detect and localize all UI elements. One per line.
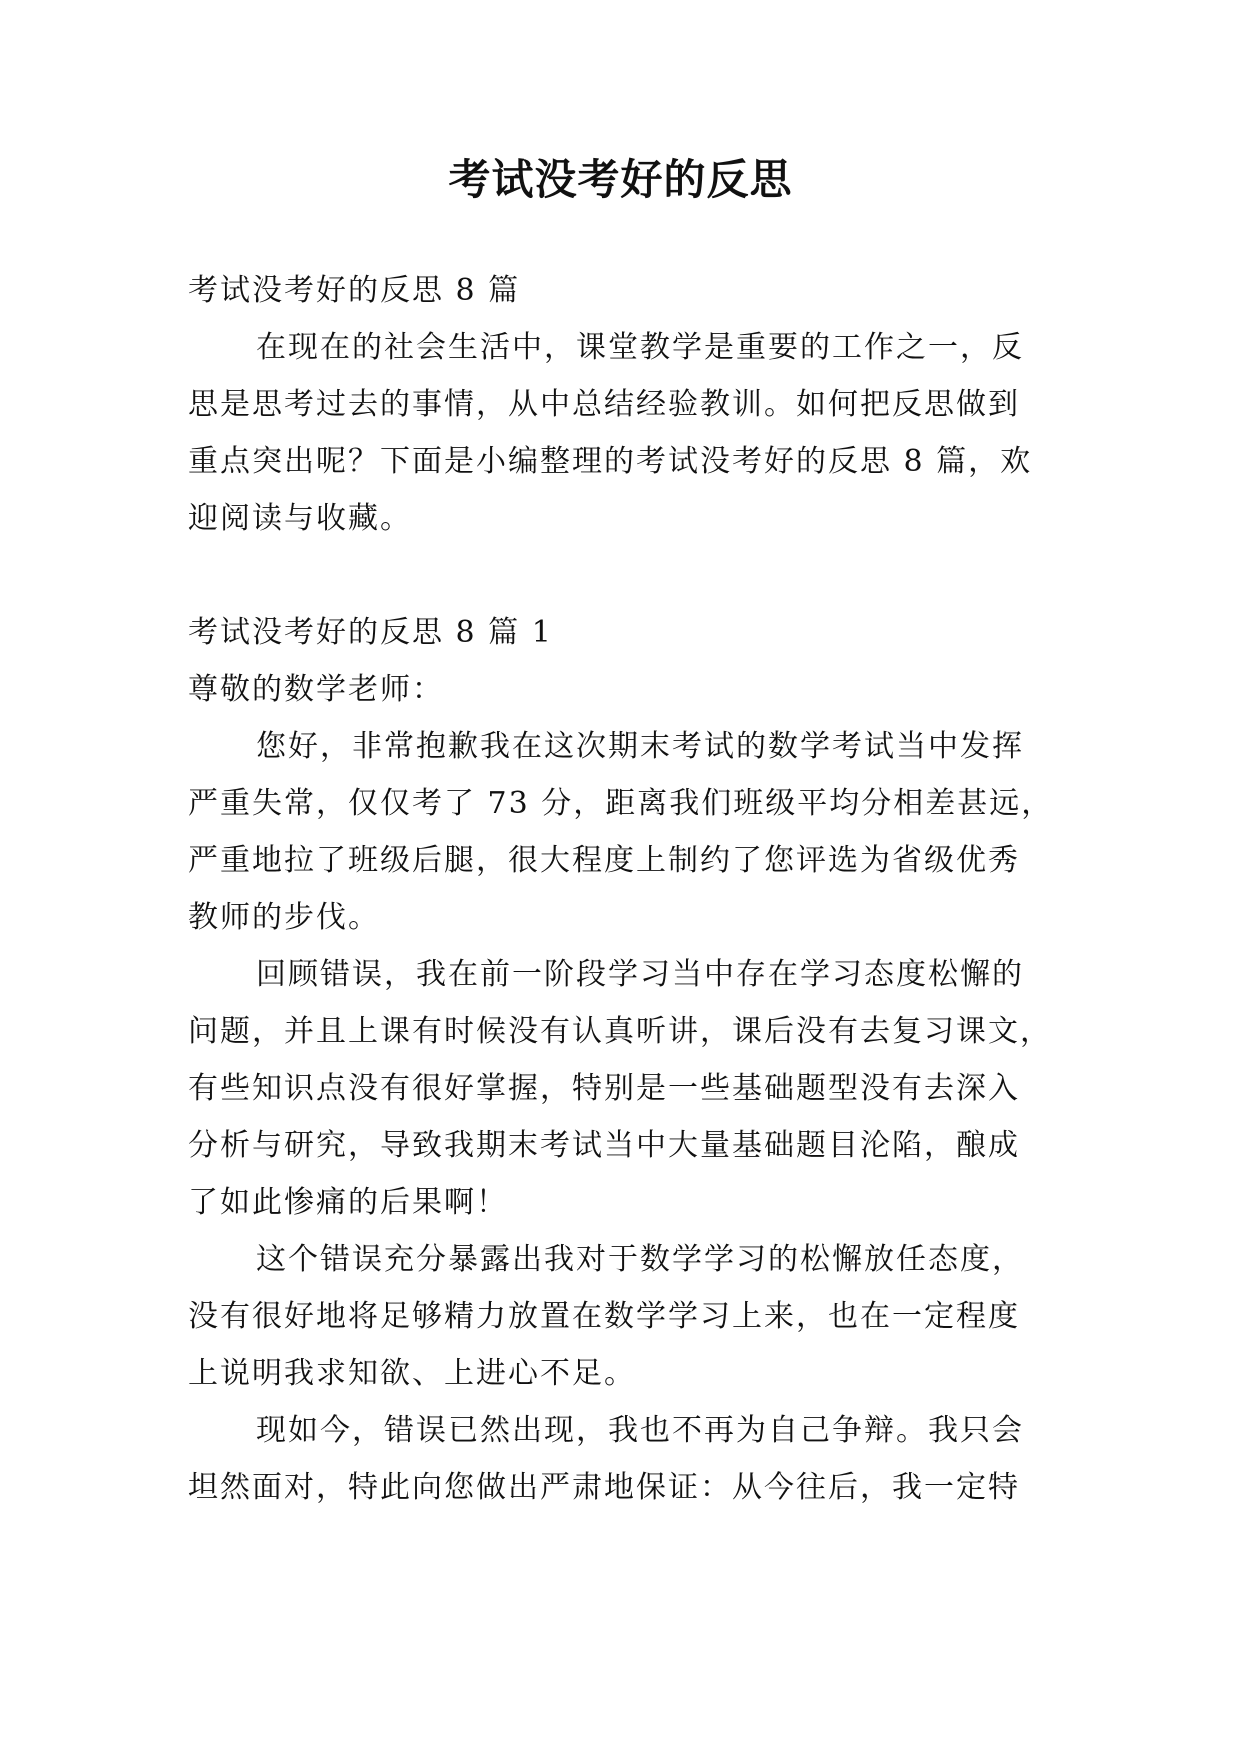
section-heading: 考试没考好的反思 8 篇 1 (188, 615, 553, 650)
paragraph-line: 有些知识点没有很好掌握，特别是一些基础题型没有去深入 (188, 1071, 1020, 1106)
paragraph-line: 上说明我求知欲、上进心不足。 (188, 1356, 636, 1391)
paragraph-line: 教师的步伐。 (188, 900, 380, 935)
salutation: 尊敬的数学老师： (188, 672, 444, 707)
paragraph-line: 坦然面对，特此向您做出严肃地保证：从今往后，我一定特 (188, 1470, 1020, 1505)
section-heading: 考试没考好的反思 8 篇 (188, 273, 521, 308)
paragraph-line: 迎阅读与收藏。 (188, 501, 412, 536)
paragraph-line: 严重地拉了班级后腿，很大程度上制约了您评选为省级优秀 (188, 843, 1020, 878)
paragraph-line: 在现在的社会生活中，课堂教学是重要的工作之一，反 (256, 330, 1024, 365)
paragraph-line: 问题，并且上课有时候没有认真听讲，课后没有去复习课文， (188, 1014, 1052, 1049)
paragraph-line: 回顾错误，我在前一阶段学习当中存在学习态度松懈的 (256, 957, 1024, 992)
paragraph-line: 了如此惨痛的后果啊！ (188, 1185, 508, 1220)
paragraph-line: 没有很好地将足够精力放置在数学学习上来，也在一定程度 (188, 1299, 1020, 1334)
document-title: 考试没考好的反思 (448, 155, 793, 204)
paragraph-line: 这个错误充分暴露出我对于数学学习的松懈放任态度， (256, 1242, 1024, 1277)
paragraph-line: 分析与研究，导致我期末考试当中大量基础题目沦陷，酿成 (188, 1128, 1020, 1163)
paragraph-line: 严重失常，仅仅考了 73 分，距离我们班级平均分相差甚远， (188, 786, 1054, 821)
paragraph-line: 重点突出呢？下面是小编整理的考试没考好的反思 8 篇，欢 (188, 444, 1033, 479)
paragraph-line: 思是思考过去的事情，从中总结经验教训。如何把反思做到 (188, 387, 1020, 422)
paragraph-line: 您好，非常抱歉我在这次期末考试的数学考试当中发挥 (256, 729, 1024, 764)
document-body (188, 262, 1054, 1722)
paragraph-line: 现如今，错误已然出现，我也不再为自己争辩。我只会 (256, 1413, 1024, 1448)
